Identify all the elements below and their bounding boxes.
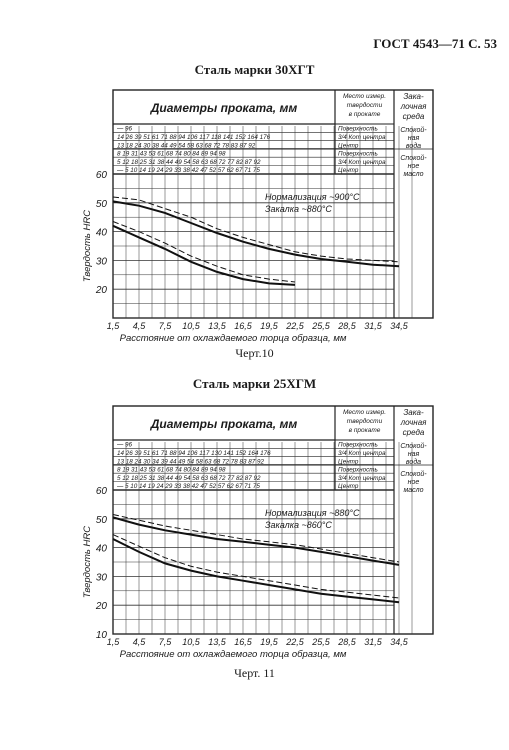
measure-header-text: Место измер. <box>342 93 387 100</box>
x-tick-label: 25,5 <box>312 321 330 331</box>
quench-medium-text: масло <box>403 487 424 494</box>
x-tick-label: 31,5 <box>364 321 382 331</box>
table-row-position: Поверхность <box>338 441 378 449</box>
table-row-position: 3/4 Кот центра <box>338 134 386 141</box>
table-row-position: Центр <box>338 142 359 150</box>
measure-header-text: в прокате <box>348 427 381 434</box>
x-tick-label: 28,5 <box>338 321 356 331</box>
chart-panel-1 <box>0 82 509 349</box>
y-axis-label: Твердость HRC <box>82 209 93 283</box>
x-tick-label: 28,5 <box>338 637 356 647</box>
x-tick-label: 10,5 <box>182 637 200 647</box>
measure-header-text: твердости <box>346 102 383 109</box>
x-tick-label: 25,5 <box>312 637 330 647</box>
table-row-position: 3/4 Кот центра <box>338 450 386 457</box>
chart-title-1: Сталь марки 30ХГТ <box>194 62 315 77</box>
x-tick-label: 22,5 <box>286 321 304 331</box>
table-row-values: — 5 10 14 19 24 29 33 38 42 47 52 57 62 67 71 75 <box>117 167 260 175</box>
page-header: ГОСТ 4543—71 С. 53 <box>373 36 497 51</box>
table-row-values: 5 12 18 25 31 38 44 49 54 58 63 68 72 77 82 87 92 <box>117 474 261 482</box>
table-title: Диаметры проката, мм <box>150 101 298 115</box>
x-tick-label: 16,5 <box>234 637 252 647</box>
quench-medium-text: ное <box>407 479 420 486</box>
x-tick-label: 7,5 <box>158 637 172 647</box>
quench-medium-text: ная <box>407 135 420 142</box>
table-row-position: Поверхность <box>338 125 378 133</box>
y-tick-label: 40 <box>95 543 107 555</box>
x-tick-label: 4,5 <box>132 321 146 331</box>
chart-panel-2 <box>0 398 509 665</box>
x-tick-label: 4,5 <box>132 637 146 647</box>
quench-medium-text: Спокой- <box>400 443 427 450</box>
x-tick-label: 34,5 <box>390 637 408 647</box>
x-axis-label: Расстояние от охлаждаемого торца образца, мм <box>119 333 347 344</box>
hardness-chart-1 <box>0 82 509 344</box>
measure-header-text: Место измер. <box>342 409 387 416</box>
x-tick-label: 31,5 <box>364 637 382 647</box>
table-row-values: — 96 <box>117 125 133 133</box>
x-tick-label: 19,5 <box>260 321 278 331</box>
table-row-position: Поверхность <box>338 150 378 158</box>
quench-medium-text: Спокой- <box>400 127 427 134</box>
medium-header-text: лочная <box>400 418 427 427</box>
quench-medium-text: Спокой- <box>400 155 427 162</box>
table-row-position: Центр <box>338 458 359 466</box>
hardness-chart-2 <box>0 398 509 660</box>
table-row-position: Центр <box>338 483 359 491</box>
y-tick-label: 60 <box>95 486 107 497</box>
y-tick-label: 30 <box>95 256 107 268</box>
table-row-values: — 5 10 14 19 24 29 33 38 42 47 52 57 62 67 71 75 <box>117 483 260 491</box>
legend-normalization: Нормализация ~900°С <box>265 191 360 202</box>
x-tick-label: 13,5 <box>208 321 226 331</box>
quench-medium-text: ная <box>407 451 420 458</box>
table-row-values: 5 12 18 25 31 38 44 49 54 58 63 68 72 77 82 87 92 <box>117 158 261 166</box>
table-row-position: Поверхность <box>338 466 378 474</box>
measure-header-text: в прокате <box>348 111 381 118</box>
table-row-values: 13 18 24 30 34 39 44 49 54 58 63 68 72 78 83 87 92 <box>117 458 265 466</box>
quench-medium-text: масло <box>403 171 424 178</box>
table-row-values: 14 26 39 51 61 71 88 94 106 117 130 141 152 164 176 <box>117 450 271 457</box>
quench-medium-text: вода <box>405 459 422 466</box>
medium-header-text: лочная <box>400 102 427 111</box>
y-tick-label: 40 <box>95 227 107 239</box>
x-tick-label: 1,5 <box>106 637 120 647</box>
y-tick-label: 20 <box>95 601 107 613</box>
table-row-position: 3/4 Кот центра <box>338 158 386 166</box>
y-tick-label: 30 <box>95 572 107 584</box>
y-tick-label: 60 <box>95 170 107 181</box>
measure-header-text: твердости <box>346 418 383 425</box>
chart-caption-1: Черт.10 <box>235 346 274 360</box>
table-row-position: 3/4 Кот центра <box>338 474 386 482</box>
table-row-values: 8 19 31 43 53 61 68 74 80 84 89 94 98 <box>117 466 226 474</box>
medium-header-text: среда <box>402 428 425 437</box>
chart-title-2: Сталь марки 25ХГМ <box>192 376 317 391</box>
table-row-position: Центр <box>338 167 359 175</box>
table-row-values: 8 19 31 43 53 61 68 74 80 84 89 94 98 <box>117 150 226 158</box>
y-tick-label: 50 <box>95 514 107 526</box>
medium-header-text: Зака- <box>403 92 424 101</box>
quench-medium-text: Спокой- <box>400 471 427 478</box>
x-axis-label: Расстояние от охлаждаемого торца образца, мм <box>119 649 347 660</box>
x-tick-label: 16,5 <box>234 321 252 331</box>
y-axis-label: Твердость HRC <box>82 525 93 599</box>
medium-header-text: среда <box>402 112 425 121</box>
y-tick-label: 50 <box>95 198 107 210</box>
quench-medium-text: вода <box>405 143 422 150</box>
x-tick-label: 22,5 <box>286 637 304 647</box>
y-tick-label: 20 <box>95 285 107 297</box>
table-row-values: 13 18 24 30 38 44 49 54 58 63 68 72 78 83 87 92 <box>117 142 256 150</box>
legend-normalization: Нормализация ~880°С <box>265 507 360 518</box>
x-tick-label: 7,5 <box>158 321 172 331</box>
table-title: Диаметры проката, мм <box>150 417 298 431</box>
x-tick-label: 19,5 <box>260 637 278 647</box>
table-row-values: — 96 <box>117 441 133 449</box>
x-tick-label: 13,5 <box>208 637 226 647</box>
x-tick-label: 34,5 <box>390 321 408 331</box>
quench-medium-text: ное <box>407 163 420 170</box>
medium-header-text: Зака- <box>403 408 424 417</box>
chart-caption-2: Черт. 11 <box>234 666 275 680</box>
legend-quench: Закалка ~860°С <box>265 519 332 530</box>
x-tick-label: 10,5 <box>182 321 200 331</box>
y-tick-label: 10 <box>95 630 107 641</box>
x-tick-label: 1,5 <box>106 321 120 331</box>
legend-quench: Закалка ~880°С <box>265 203 332 214</box>
table-row-values: 14 26 39 51 61 71 88 94 106 117 118 141 152 164 176 <box>117 134 271 141</box>
